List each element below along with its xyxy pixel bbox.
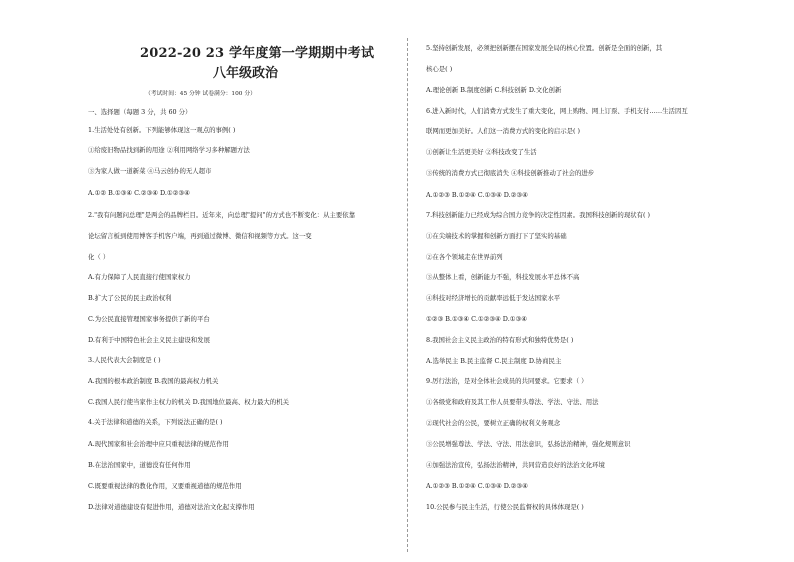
exam-info: （考试时间：45 分钟 试卷满分：100 分）	[145, 91, 256, 97]
question-3: 3.人民代表大会制度是 ( )	[88, 356, 161, 364]
question-5: 5.坚持创新发展，必须把创新摆在国家发展全局的核心位置。创新是全面的创新，其	[426, 44, 663, 52]
q7-item-3: ③从整体上看，创新能力不强，科技发展水平总体不高	[426, 273, 580, 281]
q4-option-c: C.既要重视法律的教化作用，又要重视道德的规范作用	[88, 482, 242, 490]
q1-options: A.①② B.①③④ C.②③④ D.①②③④	[88, 189, 190, 197]
question-6-cont: 联网而更加美好。人们这一消费方式的变化的启示是( )	[426, 127, 581, 135]
question-10: 10.公民参与民主生活，行使公民监督权的具体体现是( )	[426, 503, 584, 511]
question-2: 2."我有问题问总理"是两会的品牌栏目。近年来，向总理"提问"的方式也不断变化：从主要依靠	[88, 211, 356, 219]
column-divider	[407, 38, 408, 552]
q6-items-b: ③传统的消费方式已彻底消失 ④科技创新推动了社会的进步	[426, 169, 595, 177]
question-5-cont: 核心是( )	[426, 65, 453, 73]
q7-options: ①②③ B.①③④ C.①②③④ D.①③④	[426, 315, 527, 323]
question-8: 8.我国社会主义民主政治的特有形式和独特优势是( )	[426, 336, 574, 344]
q4-option-a: A.现代国家和社会治理中应只重视法律的规范作用	[88, 440, 229, 448]
q2-option-c: C.为公民直接管理国家事务提供了新的平台	[88, 315, 210, 323]
q8-options: A.选举民主 B.民主监督 C.民主制度 D.协商民主	[426, 357, 562, 365]
q9-item-2: ②现代社会的公民，要树立正确的权利义务观念	[426, 419, 561, 427]
question-4: 4.关于法律和道德的关系，下列说法正确的是( )	[88, 418, 223, 426]
question-2-cont: 论坛留言板到使用博客手机客户端，再到通过微博、微信和视频等方式。这一变	[88, 232, 312, 240]
q2-option-b: B.扩大了公民的民主政治权利	[88, 294, 172, 302]
question-7: 7.科技创新能力已经成为综合国力竞争的决定性因素。我国科技创新的现状有( )	[426, 211, 651, 219]
exam-title: 2022-20 23 学年度第一学期期中考试	[140, 46, 375, 61]
right-column	[410, 0, 794, 562]
question-1: 1.生活处处有创新。下列能够体现这一观点的事例( )	[88, 126, 236, 134]
exam-subject: 八年级政治	[213, 66, 279, 81]
q2-option-a: A.有力保障了人民直接行使国家权力	[88, 273, 191, 281]
q1-items-a: ①给废旧物品找到新的用途 ②利用网络学习多种解题方法	[88, 146, 250, 154]
question-9: 9.厉行法治，是对全体社会成员的共同要求。它要求（ ）	[426, 377, 588, 385]
q3-options-ab: A.我国的根本政治制度 B.我国的最高权力机关	[88, 377, 219, 385]
q6-items-a: ①创新让生活更美好 ②科技改变了生活	[426, 148, 537, 156]
q7-item-2: ②在各个领域走在世界前列	[426, 253, 503, 261]
q9-options: A.①②③ B.①②④ C.①③④ D.②③④	[426, 482, 528, 490]
section-heading: 一、选择题（每题 3 分，共 60 分）	[88, 108, 192, 116]
question-2-cont2: 化（ ）	[88, 253, 110, 261]
question-6: 6.进入新时代，人们消费方式发生了重大变化，网上购物、网上订票、手机支付……生活因互	[426, 107, 688, 115]
q7-item-1: ①在尖端技术的掌握和创新方面打下了坚实的基础	[426, 232, 567, 240]
q9-item-3: ③公民增强尊法、学法、守法、用法意识，弘扬法治精神，强化规则意识	[426, 440, 631, 448]
q4-option-d: D.法律对道德建设有促进作用，道德对法治文化起支撑作用	[88, 503, 255, 511]
q2-option-d: D.有利于中国特色社会主义民主建设和发展	[88, 336, 210, 344]
q5-options: A.理论创新 B.制度创新 C.科技创新 D.文化创新	[426, 86, 562, 94]
q6-options: A.①②③ B.①②④ C.①③④ D.②③④	[426, 191, 528, 199]
q3-options-cd: C.我国人民行使当家作主权力的机关 D.我国地位最高、权力最大的机关	[88, 398, 289, 406]
q7-item-4: ④科技对经济增长的贡献率远低于发达国家水平	[426, 294, 561, 302]
q4-option-b: B.在法治国家中，道德没有任何作用	[88, 461, 191, 469]
q1-items-b: ③为家人做一道新菜 ④马云创办的无人超市	[88, 167, 212, 175]
q9-item-1: ①各级党和政府及其工作人员要带头尊法、学法、守法、用法	[426, 398, 599, 406]
q9-item-4: ④加强法治宣传，弘扬法治精神，共同营造良好的法治文化环境	[426, 461, 605, 469]
